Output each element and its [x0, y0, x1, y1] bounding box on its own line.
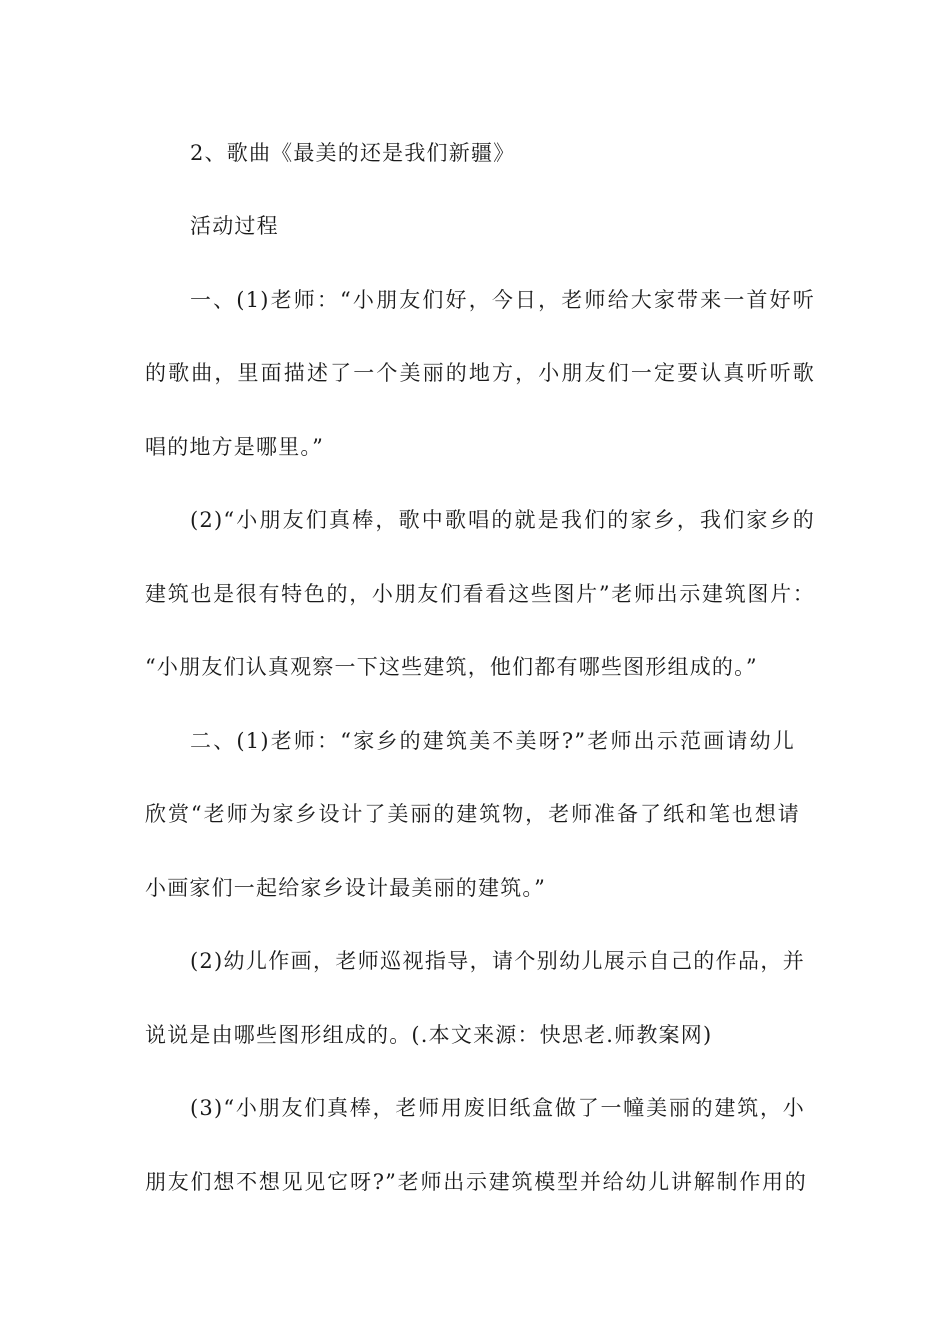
item-heading-song: 2、歌曲《最美的还是我们新疆》	[190, 141, 516, 165]
paragraph-line: 一、(1)老师：“小朋友们好，今日，老师给大家带来一首好听	[190, 288, 815, 312]
section-heading-activity-process: 活动过程	[190, 214, 279, 238]
paragraph-line: 小画家们一起给家乡设计最美丽的建筑。”	[145, 876, 547, 900]
paragraph-line: 唱的地方是哪里。”	[145, 435, 325, 459]
paragraph-line: 朋友们想不想见见它呀?”老师出示建筑模型并给幼儿讲解制作用的	[145, 1170, 807, 1194]
paragraph-line: 二、(1)老师：“家乡的建筑美不美呀?”老师出示范画请幼儿	[190, 729, 795, 753]
paragraph-line: 的歌曲，里面描述了一个美丽的地方，小朋友们一定要认真听听歌	[145, 361, 815, 385]
paragraph-line: (2)幼儿作画，老师巡视指导，请个别幼儿展示自己的作品，并	[190, 949, 805, 973]
paragraph-line: “小朋友们认真观察一下这些建筑，他们都有哪些图形组成的。”	[145, 655, 758, 679]
paragraph-line: (2)“小朋友们真棒，歌中歌唱的就是我们的家乡，我们家乡的	[190, 508, 815, 532]
paragraph-line: 欣赏“老师为家乡设计了美丽的建筑物，老师准备了纸和笔也想请	[145, 802, 800, 826]
paragraph-line: 建筑也是很有特色的，小朋友们看看这些图片”老师出示建筑图片：	[145, 582, 815, 606]
paragraph-line: 说说是由哪些图形组成的。(.本文来源：快思老.师教案网)	[145, 1023, 713, 1047]
paragraph-line: (3)“小朋友们真棒，老师用废旧纸盒做了一幢美丽的建筑，小	[190, 1096, 805, 1120]
